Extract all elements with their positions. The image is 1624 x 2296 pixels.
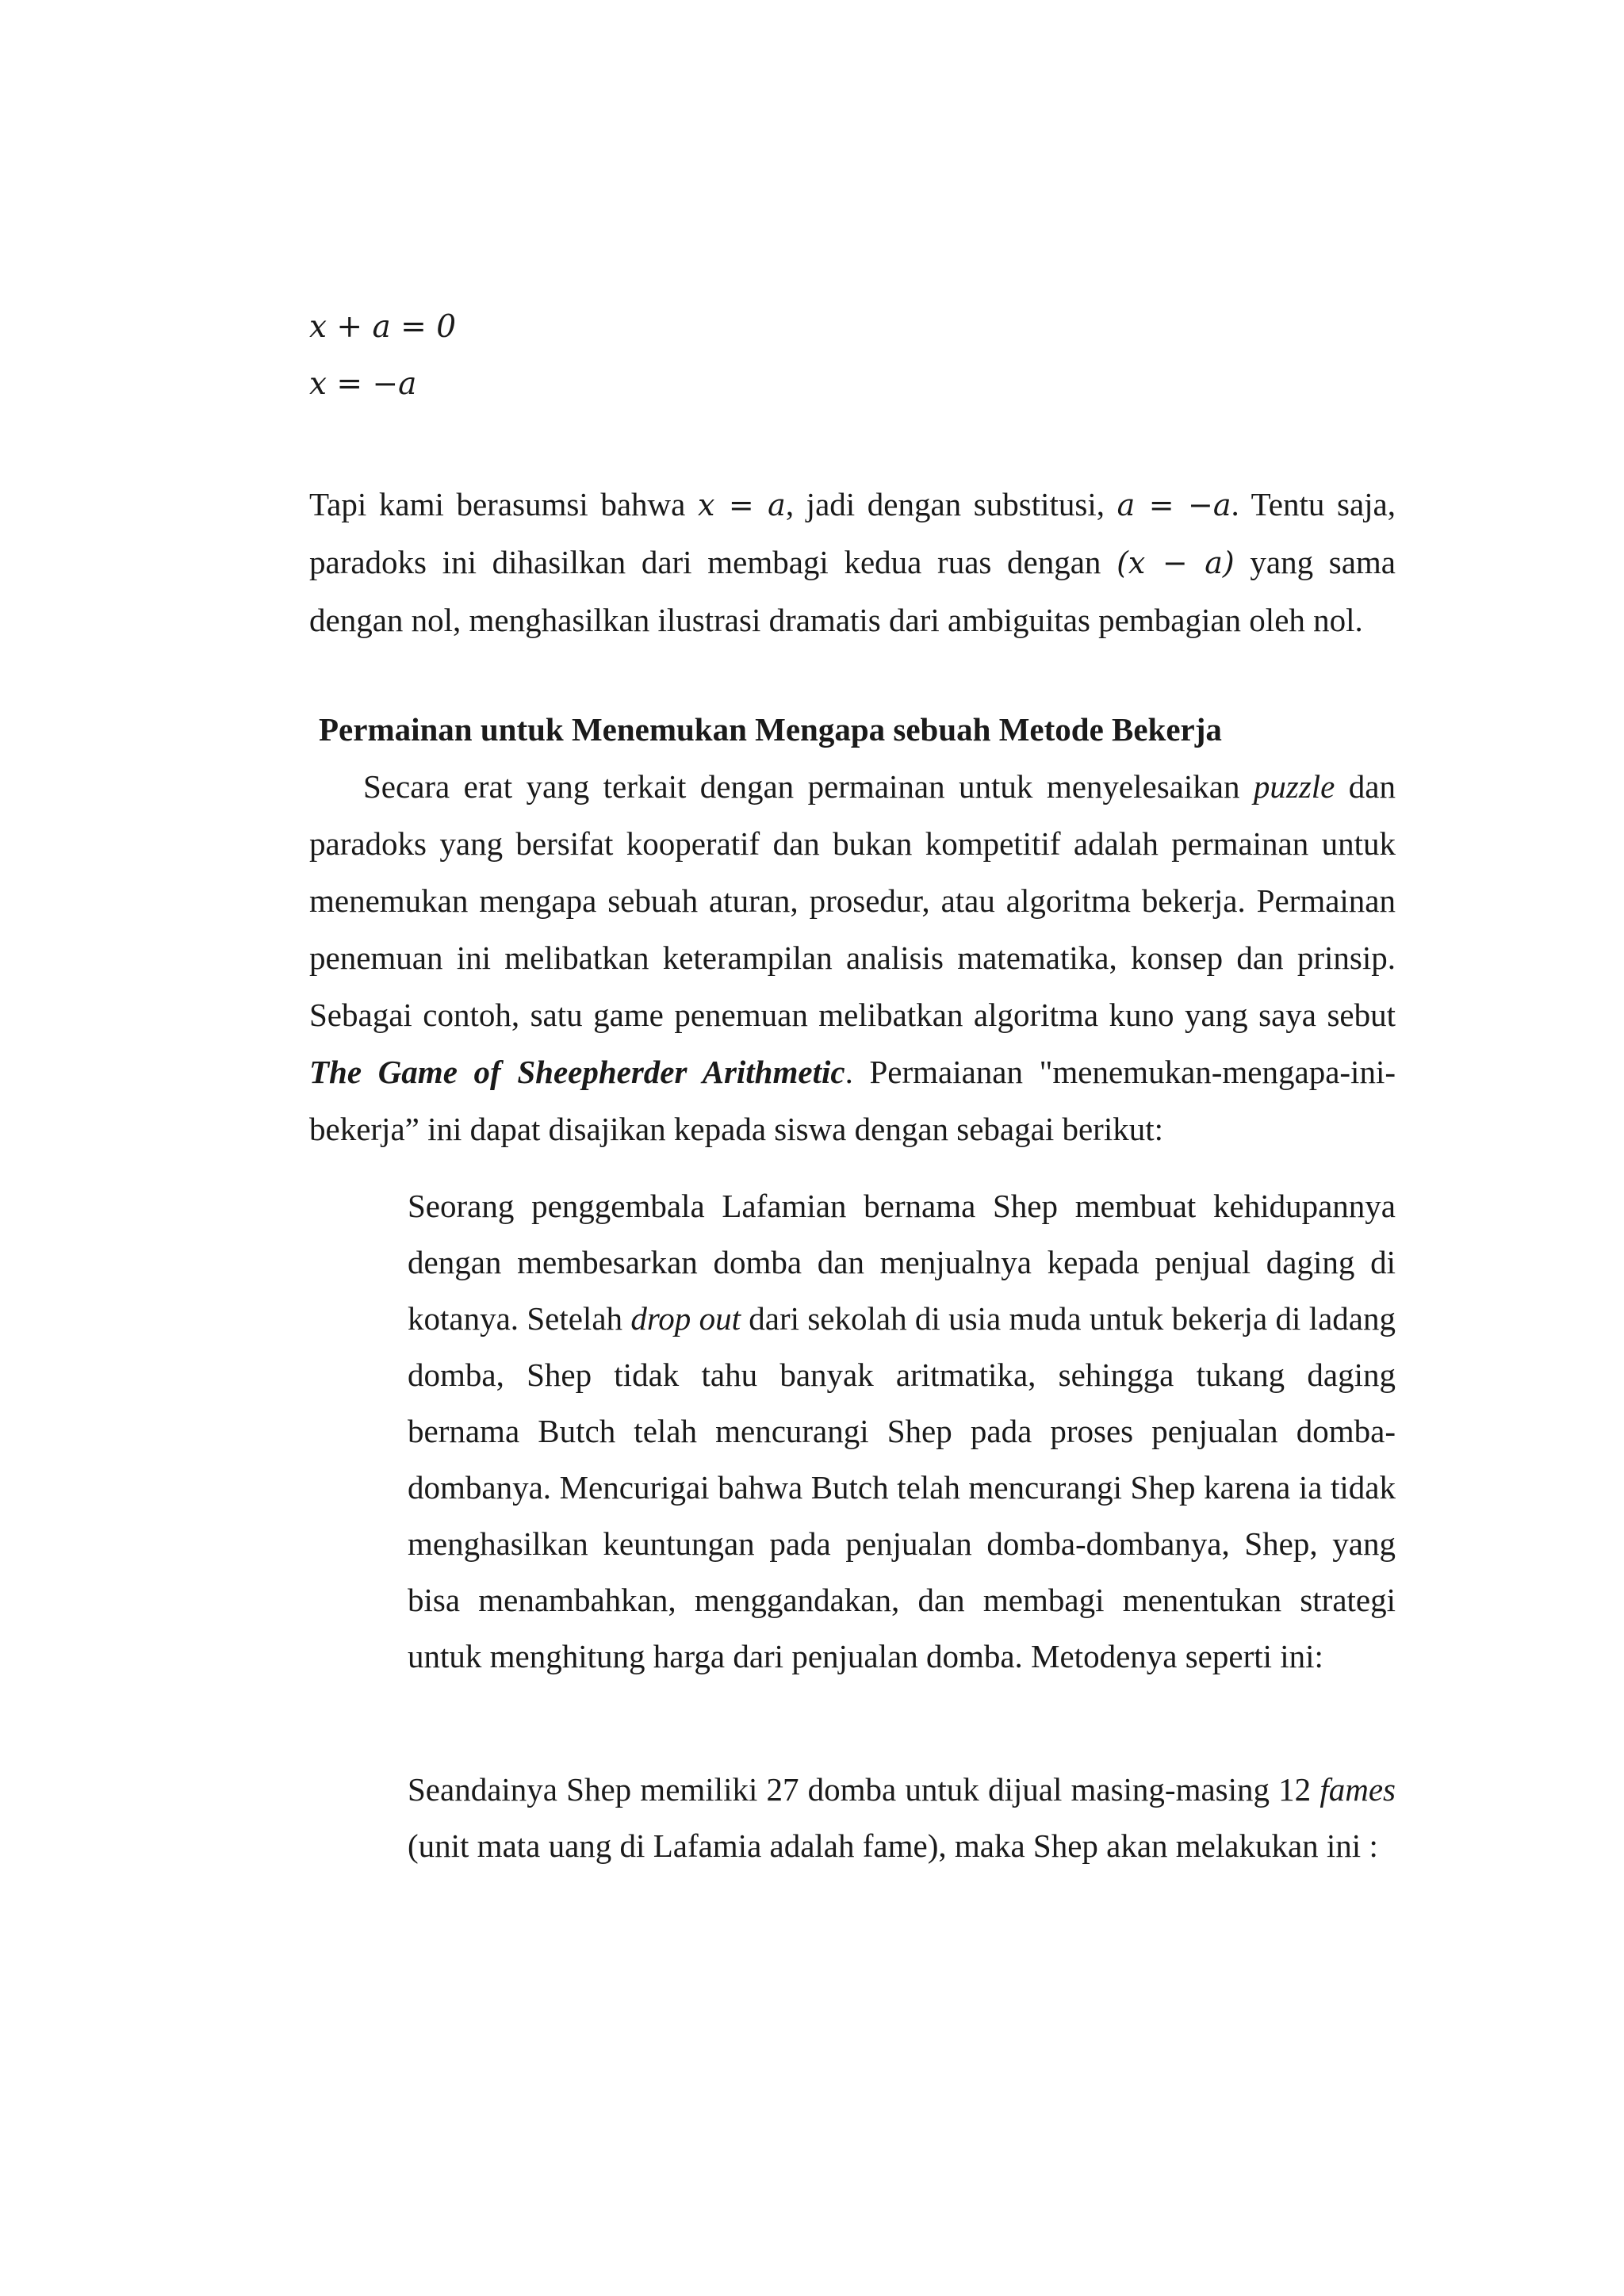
equation-2-text: x = −a bbox=[309, 366, 417, 402]
para2-text-1: Secara erat yang terkait dengan permainan untuk menyelesaikan bbox=[363, 768, 1254, 805]
section-heading: Permainan untuk Menemukan Mengapa sebuah Metode Bekerja bbox=[319, 711, 1222, 748]
para1-math-2: a = −a bbox=[1116, 488, 1231, 522]
para2-text-2: dan paradoks yang bersifat kooperatif dan bukan kompetitif adalah permainan untuk menemukan mengapa sebuah aturan, prosedur, atau algoritma bekerja. Permainan penemuan ini melibatkan keterampilan analisis matematika, konsep dan prinsip. Sebagai contoh, satu game penemuan melibatkan algoritma kuno yang saya sebut bbox=[309, 768, 1396, 1033]
para2-italic-puzzle: puzzle bbox=[1253, 768, 1335, 805]
para1-text-1: Tapi kami berasumsi bahwa bbox=[309, 486, 698, 522]
quote1-text-1: Seorang penggembala Lafamian bernama Shep membuat kehidupannya dengan membesarkan domba dan menjualnya kepada penjual daging di kotanya. Setelah bbox=[408, 1188, 1396, 1337]
block-quote-1 bbox=[408, 1178, 1396, 1685]
para1-text-3: . Tentu saja, paradoks ini dihasilkan dari membagi kedua ruas dengan bbox=[309, 486, 1396, 580]
para1-text-4: yang sama dengan nol, menghasilkan ilustrasi dramatis dari ambiguitas pembagian oleh nol. bbox=[309, 544, 1396, 638]
quote2-italic-fames: fames bbox=[1320, 1771, 1396, 1808]
quote2-text-1: Seandainya Shep memiliki 27 domba untuk dijual masing-masing 12 bbox=[408, 1771, 1320, 1808]
equation-2 bbox=[309, 365, 416, 404]
para1-math-1: x = a bbox=[697, 488, 786, 522]
block-quote-2 bbox=[408, 1762, 1396, 1874]
para1-math-3: (x − a) bbox=[1116, 545, 1235, 580]
paragraph-1 bbox=[309, 476, 1396, 649]
paragraph-2 bbox=[309, 758, 1396, 1158]
para2-game-title: The Game of Sheepherder Arithmetic bbox=[309, 1054, 845, 1090]
para1-text-2: , jadi dengan substitusi, bbox=[785, 486, 1117, 522]
quote2-text-2: (unit mata uang di Lafamia adalah fame), maka Shep akan melakukan ini : bbox=[408, 1827, 1378, 1864]
equation-1-text: x + a = 0 bbox=[309, 309, 457, 345]
para2-text-3: . Permaianan "menemukan-mengapa-ini-bekerja” ini dapat disajikan kepada siswa dengan sebagai berikut: bbox=[309, 1054, 1396, 1147]
equation-1 bbox=[309, 308, 456, 347]
quote1-text-2: dari sekolah di usia muda untuk bekerja di ladang domba, Shep tidak tahu banyak aritmatika, sehingga tukang daging bernama Butch telah mencurangi Shep pada proses penjualan domba-dombanya. Mencurigai bahwa Butch telah mencurangi Shep karena ia tidak menghasilkan keuntungan pada penjualan domba-dombanya, Shep, yang bisa menambahkan, menggandakan, dan membagi menentukan strategi untuk menghitung harga dari penjualan domba. Metodenya seperti ini: bbox=[408, 1300, 1396, 1674]
quote1-italic-drop-out: drop out bbox=[630, 1300, 741, 1337]
